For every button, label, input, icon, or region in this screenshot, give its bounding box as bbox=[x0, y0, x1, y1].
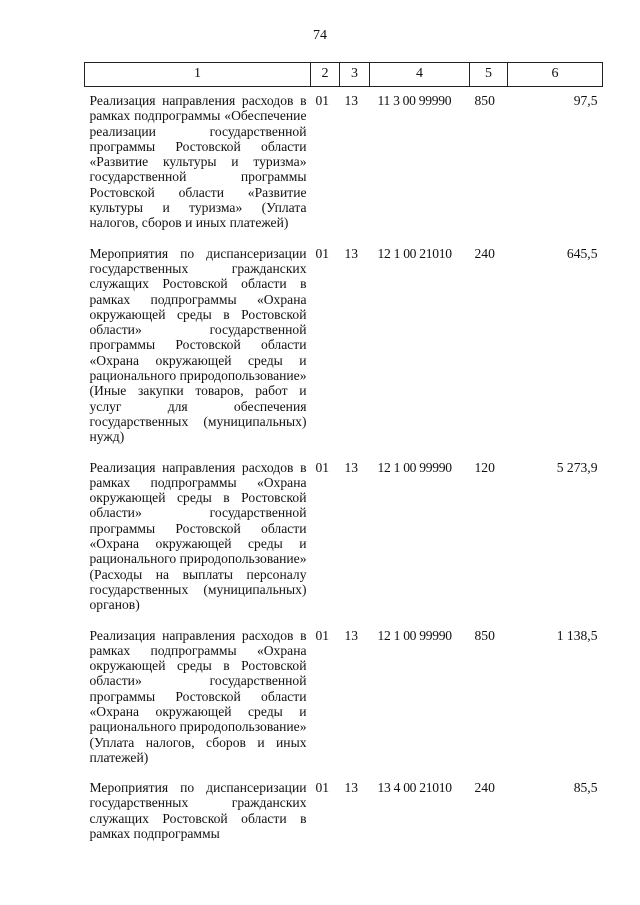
row-description: Реализация направления расходов в рамках подпрограммы «Охрана окружающей среды в Ростовской области» государственной программы Ростовской области «Охрана окружающей среды и рационального природопользование» (Уплата налогов, сборов и иных платежей) bbox=[89, 627, 307, 765]
budget-table bbox=[84, 62, 603, 841]
row-target-code: 12 1 00 21010 bbox=[377, 245, 452, 261]
table-row bbox=[85, 622, 603, 775]
row-section: 01 bbox=[315, 780, 330, 796]
row-amount: 97,5 bbox=[573, 93, 598, 108]
column-header-5: 5 bbox=[470, 63, 508, 87]
row-expense-type: 240 bbox=[474, 780, 495, 796]
row-amount: 85,5 bbox=[573, 780, 598, 796]
row-subsection: 13 bbox=[344, 627, 359, 643]
column-header-4: 4 bbox=[370, 63, 470, 87]
row-expense-type: 120 bbox=[474, 459, 495, 475]
row-description: Мероприятия по диспансеризации государственных гражданских служащих Ростовской области в рамках подпрограммы «Охрана окружающей среды в Ростовской области» государственной программы Ростовской области «Охрана окружающей среды и рационального природопользование» (Иные закупки товаров, работ и услуг для обеспечения государственных (муниципальных) нужд) bbox=[89, 245, 307, 445]
row-description: Реализация направления расходов в рамках подпрограммы «Обеспечение реализации государственной программы Ростовской области «Развитие культуры и туризма» государственной программы Ростовской области «Развитие культуры и туризма» (Уплата налогов, сборов и иных платежей) bbox=[89, 93, 307, 231]
table-row bbox=[85, 87, 603, 240]
row-expense-type: 850 bbox=[474, 93, 495, 108]
row-subsection: 13 bbox=[344, 245, 359, 261]
table-row bbox=[85, 240, 603, 454]
row-expense-type: 240 bbox=[474, 245, 495, 261]
row-target-code: 13 4 00 21010 bbox=[377, 780, 452, 796]
row-target-code: 12 1 00 99990 bbox=[377, 459, 452, 475]
row-section: 01 bbox=[315, 245, 330, 261]
table-row bbox=[85, 774, 603, 841]
row-section: 01 bbox=[315, 459, 330, 475]
row-amount: 645,5 bbox=[566, 245, 598, 261]
column-header-1: 1 bbox=[85, 63, 311, 87]
row-section: 01 bbox=[315, 93, 330, 108]
row-description: Реализация направления расходов в рамках подпрограммы «Охрана окружающей среды в Ростовской области» государственной программы Ростовской области «Охрана окружающей среды и рационального природопользование» (Расходы на выплаты персоналу государственных (муниципальных) органов) bbox=[89, 459, 307, 613]
row-target-code: 12 1 00 99990 bbox=[377, 627, 452, 643]
page-number: 74 bbox=[313, 28, 327, 43]
row-amount: 5 273,9 bbox=[556, 459, 598, 475]
row-description: Мероприятия по диспансеризации государственных гражданских служащих Ростовской области в рамках подпрограммы bbox=[89, 780, 307, 842]
row-subsection: 13 bbox=[344, 780, 359, 796]
row-amount: 1 138,5 bbox=[556, 627, 598, 643]
table-row bbox=[85, 454, 603, 622]
row-subsection: 13 bbox=[344, 93, 359, 108]
row-target-code: 11 3 00 99990 bbox=[377, 93, 452, 108]
column-header-2: 2 bbox=[311, 63, 340, 87]
table-header-row bbox=[85, 63, 603, 87]
row-section: 01 bbox=[315, 627, 330, 643]
row-expense-type: 850 bbox=[474, 627, 495, 643]
column-header-3: 3 bbox=[340, 63, 370, 87]
column-header-6: 6 bbox=[508, 63, 603, 87]
row-subsection: 13 bbox=[344, 459, 359, 475]
